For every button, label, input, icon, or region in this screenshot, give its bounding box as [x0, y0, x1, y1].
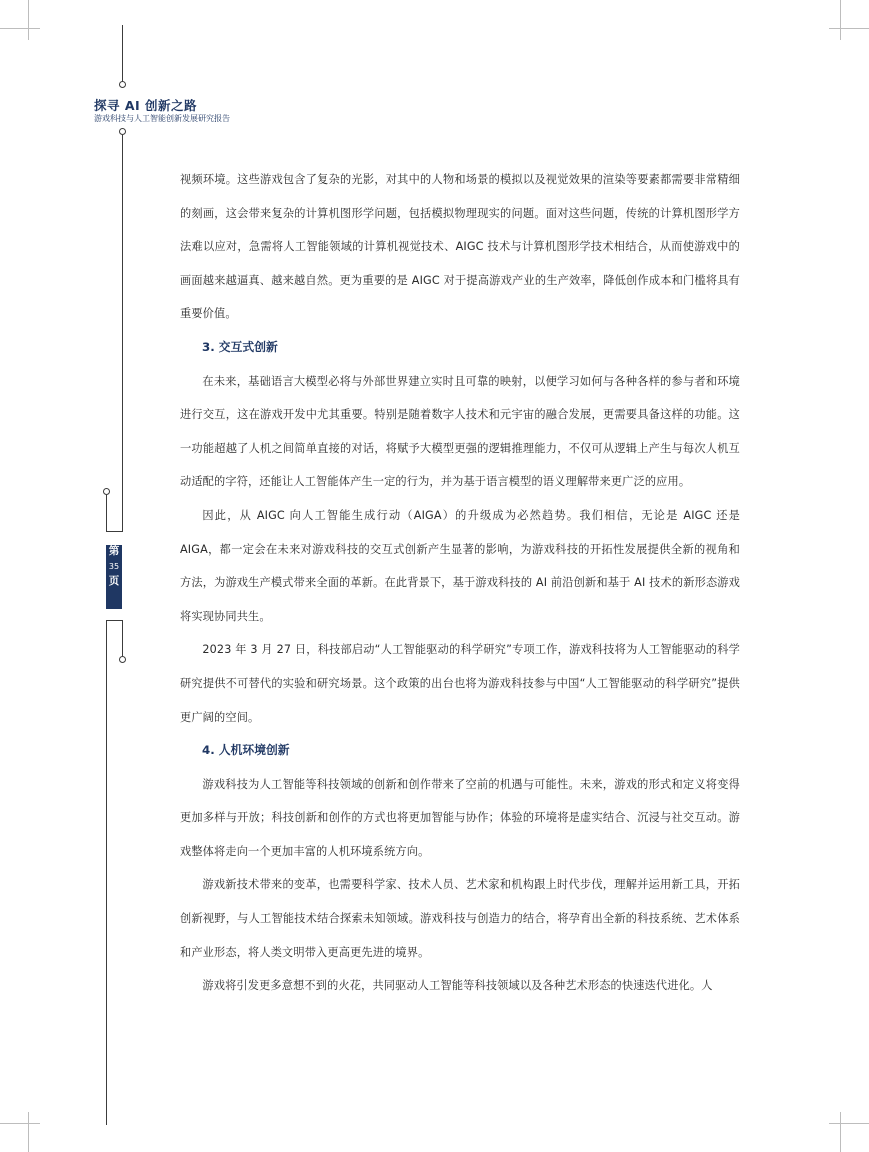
- report-title: 探寻 AI 创新之路: [94, 98, 198, 113]
- timeline-line-lower: [106, 620, 107, 1125]
- paragraph: 因此，从 AIGC 向人工智能生成行动（AIGA）的升级成为必然趋势。我们相信，无论是 AIGC 还是 AIGA，都一定会在未来对游戏科技的交互式创新产生显著的影响，为游戏科技的开拓性发展提供全新的视角和方法，为游戏生产模式带来全面的革新。在此背景下，基于游戏科技的 AI 前沿创新和基于 AI 技术的新形态游戏将实现协同共生。: [180, 508, 740, 623]
- timeline-bracket-bottom: [106, 620, 123, 621]
- timeline-bracket-right: [122, 620, 123, 656]
- timeline-node-top: [119, 81, 126, 88]
- report-subtitle: 游戏科技与人工智能创新发展研究报告: [94, 114, 230, 123]
- section-heading-interactive-innovation: 3. 交互式创新: [202, 339, 278, 354]
- timeline-node-lower: [119, 656, 126, 663]
- page-number: 35: [108, 562, 120, 571]
- crop-mark-tr-v: [840, 0, 841, 40]
- paragraph: 游戏新技术带来的变革，也需要科学家、技术人员、艺术家和机构跟上时代步伐，理解并运用新工具，开拓创新视野，与人工智能技术结合探索未知领域。游戏科技与创造力的结合，将孕育出全新的科技系统、艺术体系和产业形态，将人类文明带入更高更先进的境界。: [180, 878, 740, 959]
- crop-mark-bl-v: [28, 1112, 29, 1152]
- crop-mark-br-v: [840, 1112, 841, 1152]
- crop-mark-tl-v: [28, 0, 29, 40]
- timeline-line-upper: [122, 135, 123, 532]
- crop-mark-tl-h: [0, 28, 40, 29]
- page-number-tab: [106, 545, 122, 609]
- paragraph: 在未来，基础语言大模型必将与外部世界建立实时且可靠的映射，以便学习如何与各种各样的参与者和环境进行交互，这在游戏开发中尤其重要。特别是随着数字人技术和元宇宙的融合发展，更需要具备这样的功能。这一功能超越了人机之间简单直接的对话，将赋予大模型更强的逻辑推理能力，不仅可从逻辑上产生与每次人机互动适配的字符，还能让人工智能体产生一定的行为，并为基于语言模型的语义理解带来更广泛的应用。: [180, 374, 740, 489]
- timeline-node-header: [119, 128, 126, 135]
- crop-mark-tr-h: [829, 28, 869, 29]
- timeline-bracket-left-top: [106, 495, 107, 532]
- page-label-bottom: 页: [108, 575, 120, 587]
- section-heading-human-machine-environment: 4. 人机环境创新: [202, 743, 290, 758]
- paragraph: 游戏科技为人工智能等科技领域的创新和创作带来了空前的机遇与可能性。未来，游戏的形式和定义将变得更加多样与开放；科技创新和创作的方式也将更加智能与协作；体验的环境将是虚实结合、沉浸与社交互动。游戏整体将走向一个更加丰富的人机环境系统方向。: [180, 777, 740, 858]
- paragraph: 2023 年 3 月 27 日，科技部启动“人工智能驱动的科学研究”专项工作，游戏科技将为人工智能驱动的科学研究提供不可替代的实验和研究场景。这个政策的出台也将为游戏科技参与中国“人工智能驱动的科学研究”提供更广阔的空间。: [180, 643, 740, 724]
- crop-mark-bl-h: [0, 1123, 40, 1124]
- timeline-line-top: [122, 25, 123, 82]
- crop-mark-br-h: [829, 1123, 869, 1124]
- paragraph: 游戏将引发更多意想不到的火花，共同驱动人工智能等科技领域以及各种艺术形态的快速迭代进化。人: [202, 979, 713, 993]
- page-label-top: 第: [108, 545, 120, 557]
- paragraph: 视频环境。这些游戏包含了复杂的光影，对其中的人物和场景的模拟以及视觉效果的渲染等要素都需要非常精细的刻画，这会带来复杂的计算机图形学问题，包括模拟物理现实的问题。面对这些问题，传统的计算机图形学方法难以应对，急需将人工智能领域的计算机视觉技术、AIGC 技术与计算机图形学技术相结合，从而使游戏中的画面越来越逼真、越来越自然。更为重要的是 AIGC 对于提高游戏产业的生产效率，降低创作成本和门槛将具有重要价值。: [180, 173, 740, 321]
- body-content: [180, 163, 740, 1003]
- timeline-node-mid: [103, 488, 110, 495]
- timeline-bracket-top: [106, 531, 123, 532]
